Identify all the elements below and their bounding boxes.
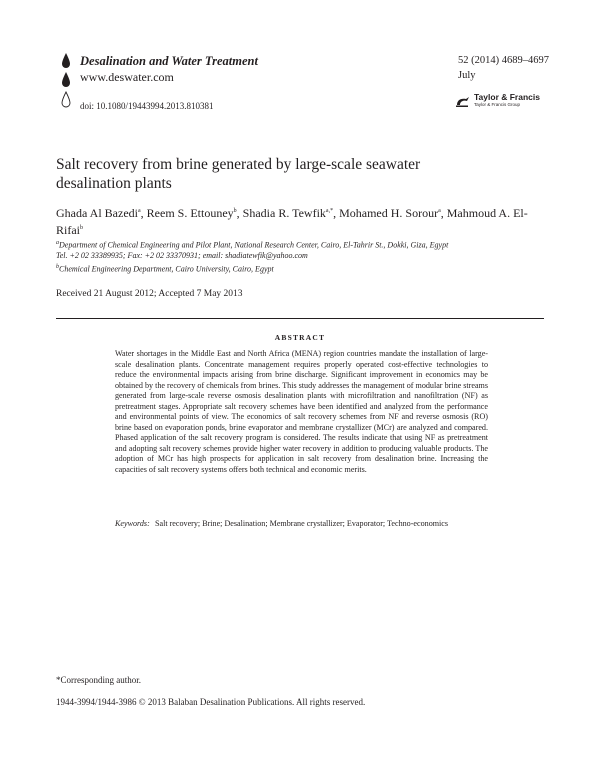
publisher-lamp-icon	[455, 94, 471, 108]
keywords-label: Keywords:	[115, 519, 150, 528]
author-name: Ghada Al Bazedi	[56, 206, 138, 220]
author-affiliation-mark: a	[438, 208, 441, 214]
publisher-logo	[455, 93, 540, 108]
author-name: Mohamed H. Sorour	[339, 206, 439, 220]
publisher-group: Taylor & Francis Group	[474, 102, 521, 107]
affiliation-a: Department of Chemical Engineering and Pilot Plant, National Research Center, Cairo, El-Tahrir St., Dokki, Giza, Egypt	[59, 240, 449, 250]
author-affiliation-mark: a	[137, 208, 141, 214]
publisher-name: Taylor & Francis	[474, 92, 540, 102]
affiliation-b: Chemical Engineering Department, Cairo University, Cairo, Egypt	[59, 264, 274, 274]
author-name: Reem S. Ettouney	[146, 206, 234, 220]
issue-month: July	[458, 70, 476, 81]
keywords	[115, 519, 488, 530]
keywords-list: Salt recovery; Brine; Desalination; Membrane crystallizer; Evaporator; Techno-economics	[155, 519, 449, 528]
journal-url-link[interactable]: www.deswater.com	[80, 70, 174, 84]
received-dates: Received 21 August 2012; Accepted 7 May 2013	[56, 289, 243, 299]
copyright-notice: 1944-3994/1944-3986 © 2013 Balaban Desalination Publications. All rights reserved.	[56, 697, 366, 707]
author-affiliation-mark: a,*	[325, 208, 334, 214]
affiliation-mark: a	[56, 240, 59, 246]
journal-logo-drops-icon	[60, 52, 72, 114]
abstract-text: Water shortages in the Middle East and North Africa (MENA) region countries mandate the installation of large-scale desalination plants. Concentrate management requires properly operated cost-effective technologies to reduce the environmental impacts arising from brine discharge. Significant improvement in economics may be obtained by the recovery of chemicals from brines. This study addresses the management of modular brine streams generated from large-scale reverse osmosis desalination plants with microfiltration and nanofiltration (NF) as pretreatment stages. Appropriate salt recovery schemes have been identified and analyzed from the performance and environmental points of view. The economics of salt recovery schemes from NF and reverse osmosis (RO) brine based on evaporation ponds, brine evaporator and membrane crystallizer (MCr) are analyzed and compared. Phased application of the salt recovery program is considered. The results indicate that using NF as pretreatment and adopting salt recovery schemes provide higher water recovery in addition to producing valuable products. The adoption of MCr has high prospects for application in salt recovery from desalination brine. Increasing the capacities of salt recovery systems offers both technical and economic merits.	[115, 349, 488, 474]
author-name: Mahmoud A. El-Rifai	[56, 206, 528, 237]
author-list: Ghada Al Bazedi$^a$, Reem S. Ettouney$^b$, Shadia R. Tewfik$^{a,*}$, Mohamed H. Sorour$^a$, Mahmoud A. El-Rifai$^b$	[56, 206, 528, 237]
paper-title: Salt recovery from brine generated by large-scale seawater desalination plants	[56, 156, 421, 192]
section-divider	[56, 318, 544, 319]
affiliation-mark: b	[56, 263, 59, 270]
abstract-heading: ABSTRACT	[274, 333, 326, 342]
corresponding-author-note: *Corresponding author.	[56, 675, 141, 685]
author-affiliation-mark: b	[233, 208, 237, 214]
contact-info: Tel. +2 02 33389935; Fax: +2 02 33370931; email: shadiatewfik@yahoo.com	[56, 251, 308, 261]
doi-link[interactable]: doi: 10.1080/19443994.2013.810381	[80, 101, 214, 111]
affiliations	[56, 238, 546, 275]
author-name: Shadia R. Tewfik	[242, 206, 326, 220]
journal-title: Desalination and Water Treatment	[80, 54, 258, 68]
volume-pages: 52 (2014) 4689–4697	[458, 55, 549, 66]
author-affiliation-mark: b	[80, 224, 83, 231]
